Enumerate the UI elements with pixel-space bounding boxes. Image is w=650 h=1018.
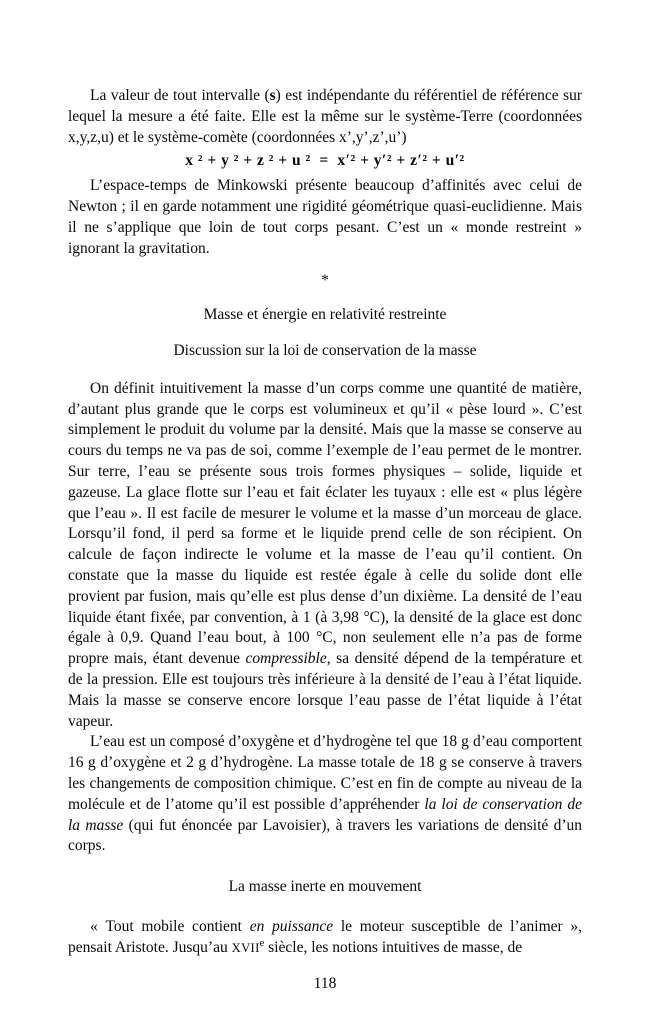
subsection-title: Discussion sur la loi de conservation de la masse: [173, 341, 477, 359]
paragraph-text: « Tout mobile contient: [90, 917, 250, 935]
paragraph-text: On définit intuitivement la masse d’un corps comme une quantité de matière, d’autant plus grande que le corps est volumineux et qu’il « pèse lourd ». C’est simplement le produit du volume par la densité. Mais que la masse se conserve au cours du temps ne va pas de soi, comme l’exemple de l’eau permet de le montrer. Sur terre, l’eau se présente sous trois formes physiques – solide, liquide et gazeuse. La glace flotte sur l’eau et fait éclater les tuyaux : elle est « plus légère que l’eau ». Il est facile de mesurer le volume et la masse d’un morceau de glace. Lorsqu’il fond, il perd sa forme et le liquide prend celle de son récipient. On calcule de façon indirecte le volume et la masse de l’eau qu’il contient. On constate que la masse du liquide est restée égale à celle du solide dont elle provient par fusion, mais qu’elle est plus dense d’un dixième. La densité de l’eau liquide étant fixée, par convention, à 1 (à 3,98 °C), la densité de la glace est donc égale à 0,9. Quand l’eau bout, à 100 °C, non seulement elle n’a pas de forme propre mais, étant devenue: [68, 379, 582, 668]
bold-symbol-s: s: [269, 87, 276, 104]
formula-interval-invariance: x ² + y ² + z ² + u ² = x′² + y′² + z′² + u′²: [185, 152, 465, 170]
paragraph-text: L’eau est un composé d’oxygène et d’hydrogène tel que 18 g d’eau comportent 16 g d’oxygène et 2 g d’hydrogène. La masse totale de 18 g se conserve à travers les changements de composition chimique. C’est en fin de compte au niveau de la molécule et de l’atome qu’il est possible d’appréhender: [68, 733, 582, 813]
paragraph-text: (qui fut énoncée par Lavoisier), à travers les variations de densité d’un corps.: [68, 816, 583, 855]
asterisk-separator: *: [321, 272, 329, 290]
page-number: 118: [313, 974, 337, 992]
paragraph-interval-invariance: [68, 86, 582, 148]
smallcaps-century: XVII: [231, 940, 260, 955]
superscript-e: e: [259, 937, 265, 949]
paragraph-water-composition: [68, 732, 582, 857]
paragraph-minkowski: L’espace-temps de Minkowski présente beaucoup d’affinités avec celui de Newton ; il en garde notamment une rigidité géométrique quasi-euclidienne. Mais il ne s’applique que loin de tout corps pesant. C’est un « monde restreint » ignorant la gravitation.: [68, 177, 582, 257]
paragraph-text: siècle, les notions intuitives de masse, de: [264, 938, 523, 956]
paragraph-text: ) est indépendante du référentiel de référence sur lequel la mesure a été faite. Elle est la même sur le système-Terre (coordonnées x,y,z,u) et le système-comète (coordonnées x’,y’,z’,u’): [68, 87, 582, 146]
paragraph-aristotle: [68, 917, 582, 959]
paragraph-text: La valeur de tout intervalle (: [90, 87, 270, 104]
italic-conservation-law: la loi de conservation de la masse: [68, 795, 582, 834]
paragraph-text: , sa densité dépend de la température et de la pression. Elle est toujours très inférieure à la densité de l’eau à l’état liquide. Mais la masse se conserve encore lorsque l’eau passe de l’état liquide à l’état vapeur.: [68, 650, 582, 730]
italic-en-puissance: en puissance: [249, 917, 334, 935]
heading-inert-mass: La masse inerte en mouvement: [228, 878, 422, 896]
paragraph-mass-definition: [68, 379, 582, 733]
italic-compressible: compressible: [245, 650, 327, 668]
section-title: Masse et énergie en relativité restreinte: [203, 306, 447, 324]
paragraph-text: le moteur susceptible de l’animer », pensait Aristote. Jusqu’au: [68, 917, 583, 956]
